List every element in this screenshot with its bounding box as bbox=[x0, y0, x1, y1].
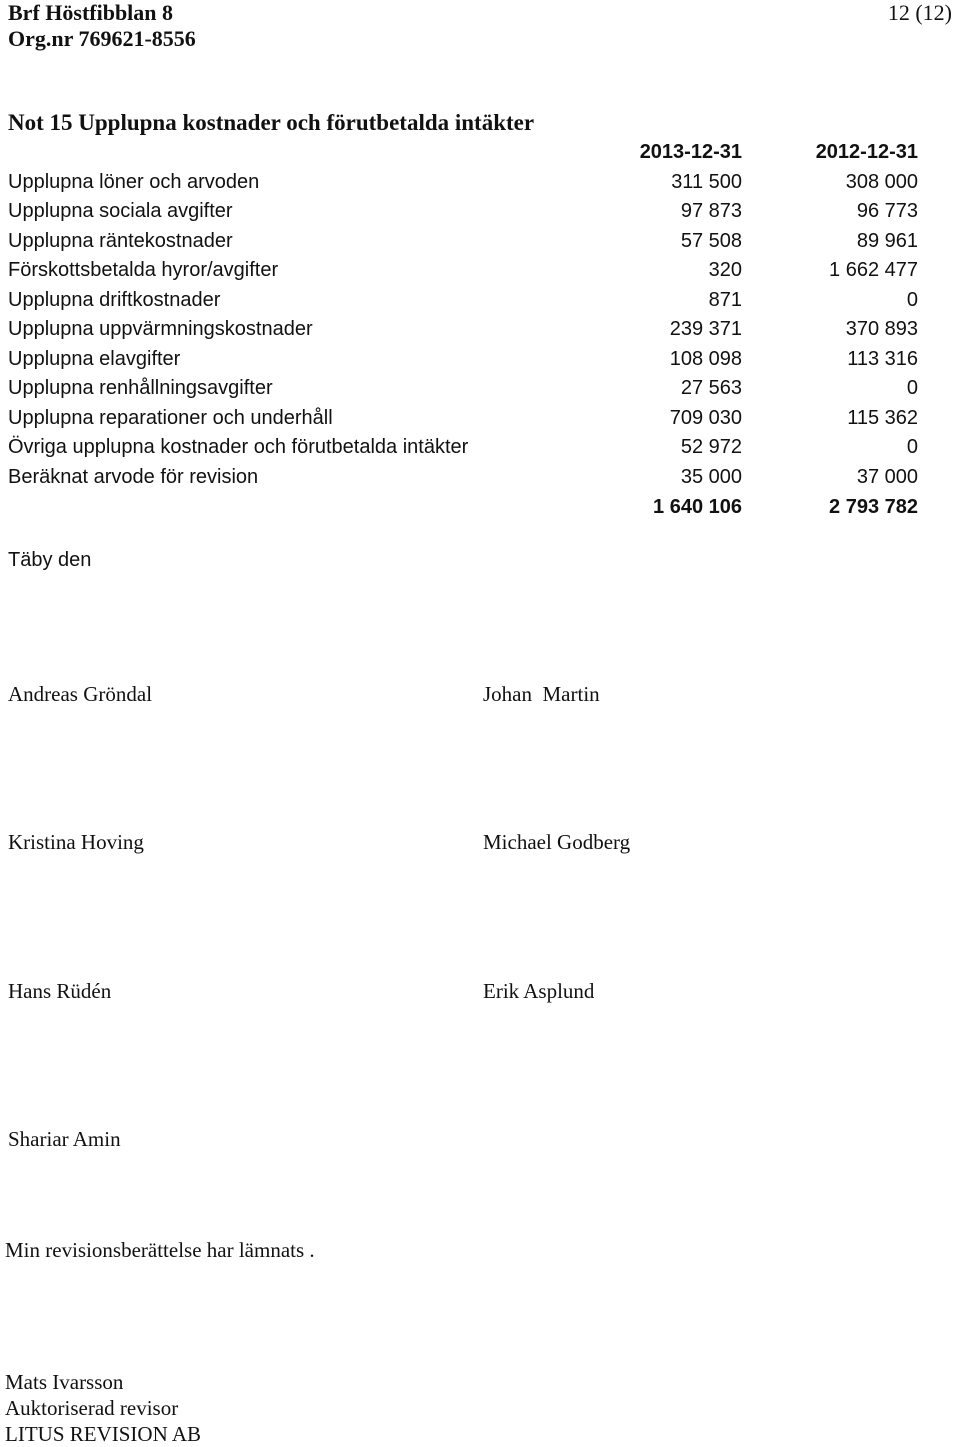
table-row bbox=[0, 348, 960, 378]
row-label: Upplupna sociala avgifter bbox=[8, 200, 233, 222]
table-row bbox=[0, 289, 960, 319]
row-value-2012: 96 773 bbox=[856, 200, 918, 222]
row-value-2013: 311 500 bbox=[671, 171, 742, 193]
row-label: Upplupna löner och arvoden bbox=[8, 171, 260, 193]
row-value-2012: 370 893 bbox=[845, 318, 918, 340]
table-row bbox=[0, 200, 960, 230]
signatory-name: Andreas Gröndal bbox=[8, 682, 153, 706]
auditor-name: Mats Ivarsson bbox=[5, 1370, 124, 1394]
row-label: Förskottsbetalda hyror/avgifter bbox=[8, 259, 279, 281]
organization-name: Brf Höstfibblan 8 bbox=[8, 0, 174, 25]
row-value-2013: 27 563 bbox=[680, 377, 742, 399]
page-number: 12 (12) bbox=[887, 0, 952, 25]
row-value-2012: 0 bbox=[906, 289, 918, 311]
column-header-2012: 2012-12-31 bbox=[815, 141, 918, 163]
table-row bbox=[0, 318, 960, 348]
table-row bbox=[0, 436, 960, 466]
organization-number: Org.nr 769621-8556 bbox=[8, 26, 196, 51]
row-label: Beräknat arvode för revision bbox=[8, 466, 259, 488]
signatory-name: Erik Asplund bbox=[483, 979, 595, 1003]
row-value-2013: 871 bbox=[708, 289, 742, 311]
row-value-2013: 709 030 bbox=[669, 407, 742, 429]
row-value-2012: 113 316 bbox=[847, 348, 918, 370]
signatory-name: Hans Rüdén bbox=[8, 979, 112, 1003]
row-label: Övriga upplupna kostnader och förutbetalda intäkter bbox=[8, 436, 469, 458]
row-value-2013: 320 bbox=[708, 259, 742, 281]
row-value-2012: 1 662 477 bbox=[829, 259, 918, 281]
auditor-firm: LITUS REVISION AB bbox=[5, 1422, 202, 1446]
table-row bbox=[0, 171, 960, 201]
audit-statement: Min revisionsberättelse har lämnats . bbox=[5, 1238, 315, 1262]
table-row bbox=[0, 466, 960, 496]
total-2012: 2 793 782 bbox=[829, 496, 918, 518]
row-value-2013: 57 508 bbox=[680, 230, 742, 252]
row-value-2013: 239 371 bbox=[669, 318, 742, 340]
row-label: Upplupna räntekostnader bbox=[8, 230, 233, 252]
column-header-2013: 2013-12-31 bbox=[639, 141, 742, 163]
row-value-2012: 0 bbox=[906, 377, 918, 399]
auditor-title: Auktoriserad revisor bbox=[5, 1396, 179, 1420]
row-value-2013: 52 972 bbox=[680, 436, 742, 458]
note-title: Not 15 Upplupna kostnader och förutbetalda intäkter bbox=[8, 110, 535, 135]
row-value-2012: 308 000 bbox=[845, 171, 918, 193]
place-date: Täby den bbox=[8, 549, 92, 571]
row-value-2012: 89 961 bbox=[856, 230, 918, 252]
row-value-2012: 37 000 bbox=[856, 466, 918, 488]
table-row bbox=[0, 259, 960, 289]
signatory-name: Johan Martin bbox=[483, 682, 600, 706]
total-row bbox=[0, 496, 960, 526]
column-header-row bbox=[0, 141, 960, 171]
table-row bbox=[0, 407, 960, 437]
row-label: Upplupna driftkostnader bbox=[8, 289, 221, 311]
row-value-2013: 108 098 bbox=[669, 348, 742, 370]
row-value-2013: 35 000 bbox=[680, 466, 742, 488]
row-label: Upplupna uppvärmningskostnader bbox=[8, 318, 313, 340]
signatory-name: Kristina Hoving bbox=[8, 830, 144, 854]
signatory-name: Shariar Amin bbox=[8, 1127, 121, 1151]
row-label: Upplupna renhållningsavgifter bbox=[8, 377, 273, 399]
table-row bbox=[0, 230, 960, 260]
total-2013: 1 640 106 bbox=[653, 496, 742, 518]
table-row bbox=[0, 377, 960, 407]
row-value-2012: 115 362 bbox=[847, 407, 918, 429]
row-value-2012: 0 bbox=[906, 436, 918, 458]
row-value-2013: 97 873 bbox=[680, 200, 742, 222]
signatory-name: Michael Godberg bbox=[483, 830, 631, 854]
row-label: Upplupna elavgifter bbox=[8, 348, 181, 370]
row-label: Upplupna reparationer och underhåll bbox=[8, 407, 333, 429]
